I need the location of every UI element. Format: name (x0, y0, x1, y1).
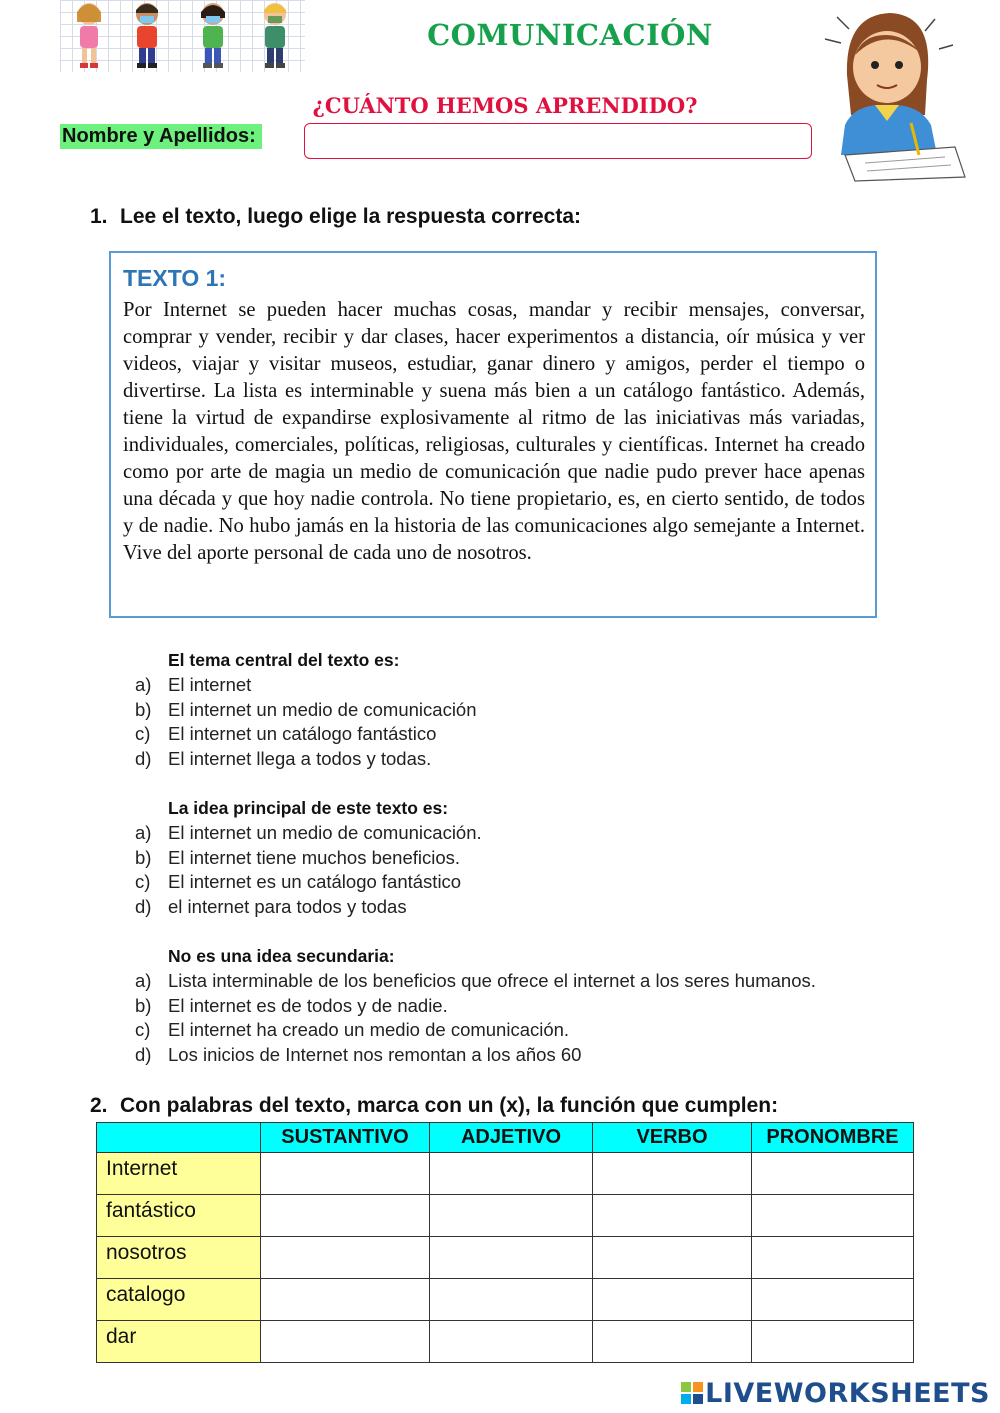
table-row (97, 1321, 914, 1363)
brand-text: LIVEWORKSHEETS (705, 1378, 990, 1409)
answer-option[interactable] (135, 870, 955, 895)
answer-cell[interactable] (261, 1279, 430, 1321)
option-letter: d) (135, 747, 152, 769)
row-word: catalogo (97, 1279, 261, 1321)
option-text: El internet ha creado un medio de comunicación. (168, 1019, 570, 1040)
answer-option[interactable] (135, 895, 955, 920)
answer-cell[interactable] (593, 1279, 752, 1321)
option-text: El internet es un catálogo fantástico (168, 871, 462, 892)
option-text: el internet para todos y todas (168, 895, 407, 917)
option-text: El internet un catálogo fantástico (168, 723, 437, 744)
option-text: Lista interminable de los beneficios que ofrece el internet a los seres humanos. (168, 970, 816, 991)
answer-input[interactable] (593, 1237, 751, 1278)
answer-input[interactable] (430, 1237, 592, 1278)
answer-cell[interactable] (430, 1195, 593, 1237)
row-word: fantástico (97, 1195, 261, 1237)
row-word: Internet (97, 1153, 261, 1195)
answer-input[interactable] (752, 1321, 913, 1362)
question-number: 2. (90, 1094, 108, 1117)
option-letter: d) (135, 895, 152, 917)
answer-input[interactable] (261, 1237, 429, 1278)
option-text: El internet es de todos y de nadie. (168, 994, 448, 1016)
answer-input[interactable] (752, 1237, 913, 1278)
kid-figure-1 (64, 0, 114, 70)
answer-input[interactable] (261, 1153, 429, 1194)
table-row (97, 1153, 914, 1195)
column-header-verbo: VERBO (593, 1123, 752, 1153)
table-row (97, 1279, 914, 1321)
option-text: El internet tiene muchos beneficios. (168, 846, 461, 868)
answer-cell[interactable] (430, 1153, 593, 1195)
answer-cell[interactable] (752, 1279, 914, 1321)
answer-input[interactable] (261, 1195, 429, 1236)
reading-passage: Por Internet se pueden hacer muchas cosas, mandar y recibir mensajes, conversar, comprar y vender, recibir y dar clases, hacer experimentos a distancia, oír música y ver videos, viajar y visitar museos, estudiar, ganar dinero y amigos, perder el tiempo o divertirse. La lista es interminable y suena más bien a un catálogo fantástico. Además, tiene la virtud de expandirse explosivamente al ritmo de las iniciativas más variadas, individuales, comerciales, políticas, religiosas, culturales y científicas. Internet ha creado como por arte de magia un medio de comunicación que nadie pudo prever hace apenas una década y que hoy nadie controla. No tiene propietario, es, en cierto sentido, de todos y de nadie. No hubo jamás en la historia de las comunicaciones algo semejante a Internet. Vive del aporte personal de cada uno de nosotros. (123, 299, 865, 564)
answer-input[interactable] (752, 1195, 913, 1236)
row-word: nosotros (97, 1237, 261, 1279)
table-row (97, 1237, 914, 1279)
table-row (97, 1195, 914, 1237)
answer-option[interactable] (135, 994, 955, 1019)
answer-option[interactable] (135, 698, 955, 723)
answer-option[interactable] (135, 846, 955, 871)
answer-input[interactable] (430, 1153, 592, 1194)
page-title: COMUNICACIÓN (427, 18, 713, 52)
answer-cell[interactable] (593, 1153, 752, 1195)
answer-option[interactable] (135, 673, 955, 698)
option-letter: a) (135, 674, 152, 695)
kid-figure-4 (250, 0, 300, 70)
sub-question-prompt: El tema central del texto es: (168, 650, 400, 670)
thinking-girl-illustration (815, 5, 975, 185)
column-header-adjetivo: ADJETIVO (430, 1123, 593, 1153)
option-text: El internet (168, 674, 252, 695)
answer-cell[interactable] (593, 1195, 752, 1237)
option-letter: b) (135, 846, 152, 868)
liveworksheets-brand (681, 1378, 990, 1409)
option-letter: d) (135, 1043, 152, 1065)
answer-input[interactable] (261, 1279, 429, 1320)
question-2-heading (90, 1094, 778, 1118)
answer-input[interactable] (430, 1279, 592, 1320)
option-text: El internet llega a todos y todas. (168, 747, 432, 769)
option-letter: c) (135, 1019, 151, 1040)
sub-question-prompt: No es una idea secundaria: (168, 946, 395, 966)
table-header-blank (97, 1123, 261, 1153)
kid-figure-2 (122, 0, 172, 70)
answer-cell[interactable] (752, 1195, 914, 1237)
option-letter: c) (135, 871, 151, 892)
kids-illustration (60, 0, 305, 72)
name-input[interactable] (304, 123, 812, 159)
liveworksheets-logo-icon (681, 1382, 703, 1404)
answer-option[interactable] (135, 747, 955, 772)
answer-cell[interactable] (430, 1321, 593, 1363)
option-text: El internet un medio de comunicación. (168, 822, 482, 843)
answer-cell[interactable] (261, 1237, 430, 1279)
answer-option[interactable] (135, 821, 955, 846)
answer-cell[interactable] (261, 1321, 430, 1363)
option-letter: a) (135, 822, 152, 843)
answer-input[interactable] (261, 1321, 429, 1362)
answer-cell[interactable] (261, 1195, 430, 1237)
option-letter: a) (135, 970, 152, 991)
option-text: El internet un medio de comunicación (168, 698, 477, 720)
answer-input[interactable] (593, 1279, 751, 1320)
question-number: 1. (90, 205, 108, 228)
page-subtitle: ¿CUÁNTO HEMOS APRENDIDO? (312, 93, 698, 118)
table-header-row (97, 1123, 914, 1153)
column-header-sustantivo: SUSTANTIVO (261, 1123, 430, 1153)
answer-input[interactable] (430, 1321, 592, 1362)
answer-option[interactable] (135, 1043, 955, 1068)
reading-text-box (109, 251, 877, 618)
row-word: dar (97, 1321, 261, 1363)
answer-cell[interactable] (593, 1237, 752, 1279)
option-text: Los inicios de Internet nos remontan a los años 60 (168, 1043, 582, 1065)
answer-cell[interactable] (261, 1153, 430, 1195)
sub-question-secondary-idea (135, 944, 955, 1067)
answer-input[interactable] (593, 1321, 751, 1362)
answer-input[interactable] (593, 1195, 751, 1236)
question-text: Con palabras del texto, marca con un (x), la función que cumplen: (120, 1094, 779, 1117)
option-letter: b) (135, 698, 152, 720)
name-label: Nombre y Apellidos: (60, 124, 262, 149)
answer-cell[interactable] (752, 1153, 914, 1195)
sub-question-central-theme (135, 648, 955, 771)
answer-option[interactable] (135, 722, 955, 747)
answer-input[interactable] (752, 1279, 913, 1320)
text-box-title: TEXTO 1: (123, 265, 227, 291)
answer-input[interactable] (752, 1153, 913, 1194)
answer-cell[interactable] (430, 1279, 593, 1321)
answer-input[interactable] (430, 1195, 592, 1236)
answer-option[interactable] (135, 969, 955, 994)
answer-cell[interactable] (593, 1321, 752, 1363)
sub-question-main-idea (135, 796, 955, 919)
question-1-heading (90, 205, 581, 229)
option-letter: b) (135, 994, 152, 1016)
column-header-pronombre: PRONOMBRE (752, 1123, 914, 1153)
word-function-table (96, 1122, 914, 1363)
question-text: Lee el texto, luego elige la respuesta correcta: (120, 205, 582, 228)
sub-question-prompt: La idea principal de este texto es: (168, 798, 449, 818)
answer-cell[interactable] (430, 1237, 593, 1279)
answer-input[interactable] (593, 1153, 751, 1194)
answer-option[interactable] (135, 1018, 955, 1043)
answer-cell[interactable] (752, 1321, 914, 1363)
kid-figure-3 (188, 0, 238, 70)
option-letter: c) (135, 723, 151, 744)
answer-cell[interactable] (752, 1237, 914, 1279)
